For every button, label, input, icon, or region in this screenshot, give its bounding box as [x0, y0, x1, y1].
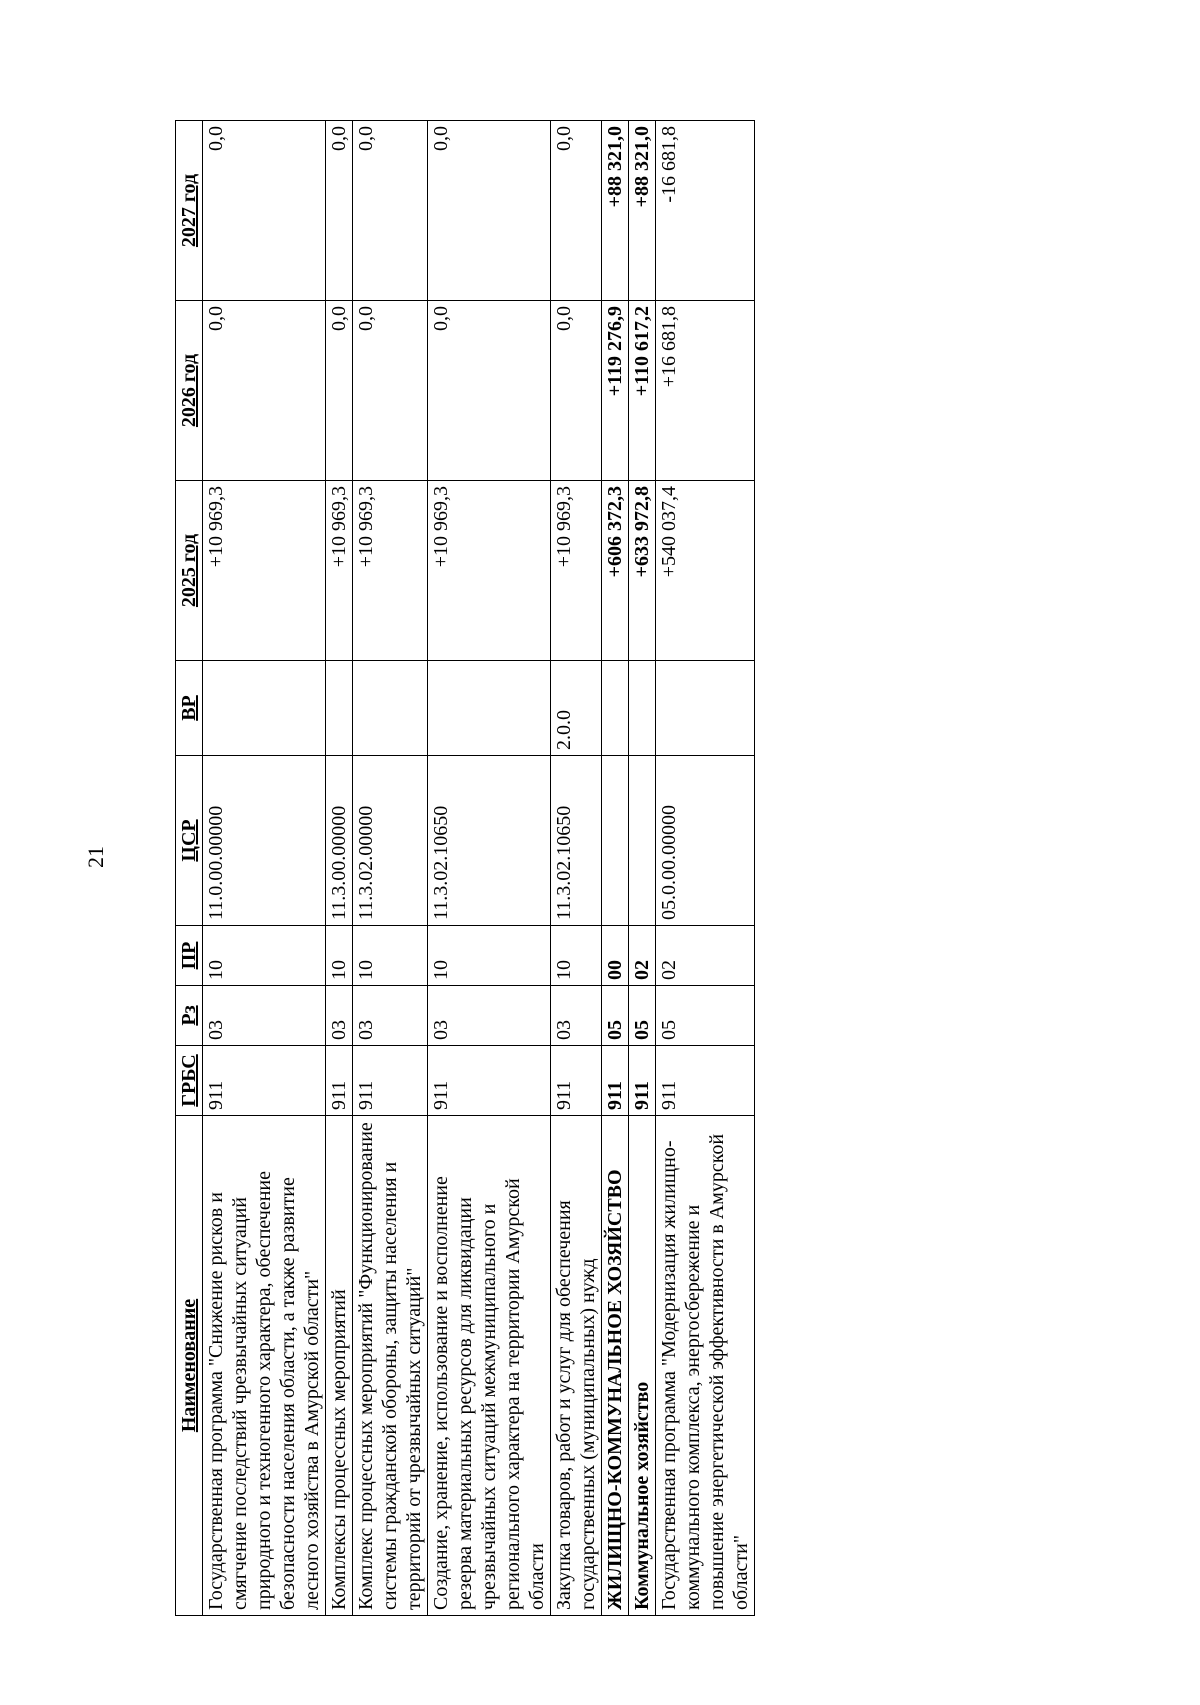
header-2025: 2025 год [176, 481, 203, 661]
cell-name: Государственная программа "Модернизация жилищно-коммунального комплекса, энергосбережение и повышение энергетической эффективности в Амурской области" [656, 1116, 755, 1616]
cell-pr: 02 [629, 926, 656, 986]
cell-pr: 10 [551, 926, 602, 986]
cell-y2026: +119 276,9 [602, 301, 629, 481]
cell-y2025: +10 969,3 [203, 481, 326, 661]
table-row [629, 121, 656, 1616]
cell-y2027: +88 321,0 [629, 121, 656, 301]
cell-name: Коммунальное хозяйство [629, 1116, 656, 1616]
cell-vr [629, 661, 656, 756]
cell-y2026: 0,0 [203, 301, 326, 481]
header-pr: ПР [176, 926, 203, 986]
table-row [428, 121, 551, 1616]
cell-y2027: 0,0 [428, 121, 551, 301]
cell-rz: 03 [551, 986, 602, 1046]
cell-csr: 11.3.02.10650 [551, 756, 602, 926]
cell-name: Закупка товаров, работ и услуг для обеспечения государственных (муниципальных) нужд [551, 1116, 602, 1616]
page-number: 21 [83, 846, 108, 868]
cell-pr: 10 [428, 926, 551, 986]
cell-y2027: 0,0 [326, 121, 353, 301]
cell-y2025: +10 969,3 [326, 481, 353, 661]
cell-y2025: +633 972,8 [629, 481, 656, 661]
cell-y2027: 0,0 [353, 121, 428, 301]
header-2026: 2026 год [176, 301, 203, 481]
cell-y2027: +88 321,0 [602, 121, 629, 301]
cell-grbs: 911 [428, 1046, 551, 1116]
cell-y2025: +10 969,3 [353, 481, 428, 661]
cell-y2027: -16 681,8 [656, 121, 755, 301]
cell-grbs: 911 [629, 1046, 656, 1116]
header-2027: 2027 год [176, 121, 203, 301]
cell-grbs: 911 [602, 1046, 629, 1116]
cell-name: Государственная программа "Снижение рисков и смягчение последствий чрезвычайных ситуаций природного и техногенного характера, обеспечение безопасности населения области, а также развитие лесного хозяйства в Амурской области" [203, 1116, 326, 1616]
cell-rz: 03 [428, 986, 551, 1046]
cell-grbs: 911 [551, 1046, 602, 1116]
cell-vr [428, 661, 551, 756]
cell-csr: 05.0.00.00000 [656, 756, 755, 926]
cell-pr: 10 [326, 926, 353, 986]
cell-rz: 05 [656, 986, 755, 1046]
cell-grbs: 911 [353, 1046, 428, 1116]
cell-csr [629, 756, 656, 926]
header-csr: ЦСР [176, 756, 203, 926]
cell-y2025: +10 969,3 [428, 481, 551, 661]
cell-grbs: 911 [326, 1046, 353, 1116]
cell-pr: 10 [203, 926, 326, 986]
cell-vr [656, 661, 755, 756]
cell-name: ЖИЛИЩНО-КОММУНАЛЬНОЕ ХОЗЯЙСТВО [602, 1116, 629, 1616]
cell-y2025: +606 372,3 [602, 481, 629, 661]
cell-grbs: 911 [203, 1046, 326, 1116]
cell-vr [326, 661, 353, 756]
cell-csr: 11.3.02.10650 [428, 756, 551, 926]
cell-name: Комплекс процессных мероприятий "Функционирование системы гражданской обороны, защиты населения и территорий от чрезвычайных ситуаций" [353, 1116, 428, 1616]
cell-y2027: 0,0 [551, 121, 602, 301]
cell-y2026: 0,0 [353, 301, 428, 481]
cell-name: Создание, хранение, использование и восполнение резерва материальных ресурсов для ликвидации чрезвычайных ситуаций межмуниципального и регионального характера на территории Амурской области [428, 1116, 551, 1616]
cell-pr: 00 [602, 926, 629, 986]
table-row [551, 121, 602, 1616]
header-rz: Рз [176, 986, 203, 1046]
cell-pr: 02 [656, 926, 755, 986]
cell-csr: 11.3.00.00000 [326, 756, 353, 926]
table-header-row [176, 121, 203, 1616]
header-grbs: ГРБС [176, 1046, 203, 1116]
table-row [203, 121, 326, 1616]
cell-y2026: 0,0 [428, 301, 551, 481]
cell-y2025: +10 969,3 [551, 481, 602, 661]
cell-rz: 03 [326, 986, 353, 1046]
cell-y2026: 0,0 [551, 301, 602, 481]
header-name: Наименование [176, 1116, 203, 1616]
cell-y2026: +110 617,2 [629, 301, 656, 481]
cell-rz: 03 [353, 986, 428, 1046]
cell-rz: 03 [203, 986, 326, 1046]
cell-csr: 11.0.00.00000 [203, 756, 326, 926]
cell-vr [353, 661, 428, 756]
cell-rz: 05 [602, 986, 629, 1046]
table-row [326, 121, 353, 1616]
budget-table [175, 120, 755, 1616]
cell-rz: 05 [629, 986, 656, 1046]
cell-y2027: 0,0 [203, 121, 326, 301]
cell-grbs: 911 [656, 1046, 755, 1116]
cell-vr: 2.0.0 [551, 661, 602, 756]
cell-y2026: 0,0 [326, 301, 353, 481]
cell-y2025: +540 037,4 [656, 481, 755, 661]
cell-csr [602, 756, 629, 926]
cell-pr: 10 [353, 926, 428, 986]
table-row [353, 121, 428, 1616]
cell-vr [203, 661, 326, 756]
header-vr: ВР [176, 661, 203, 756]
table-row [656, 121, 755, 1616]
table-row [602, 121, 629, 1616]
cell-y2026: +16 681,8 [656, 301, 755, 481]
cell-name: Комплексы процессных мероприятий [326, 1116, 353, 1616]
cell-csr: 11.3.02.00000 [353, 756, 428, 926]
cell-vr [602, 661, 629, 756]
budget-table-wrapper [175, 121, 995, 1616]
